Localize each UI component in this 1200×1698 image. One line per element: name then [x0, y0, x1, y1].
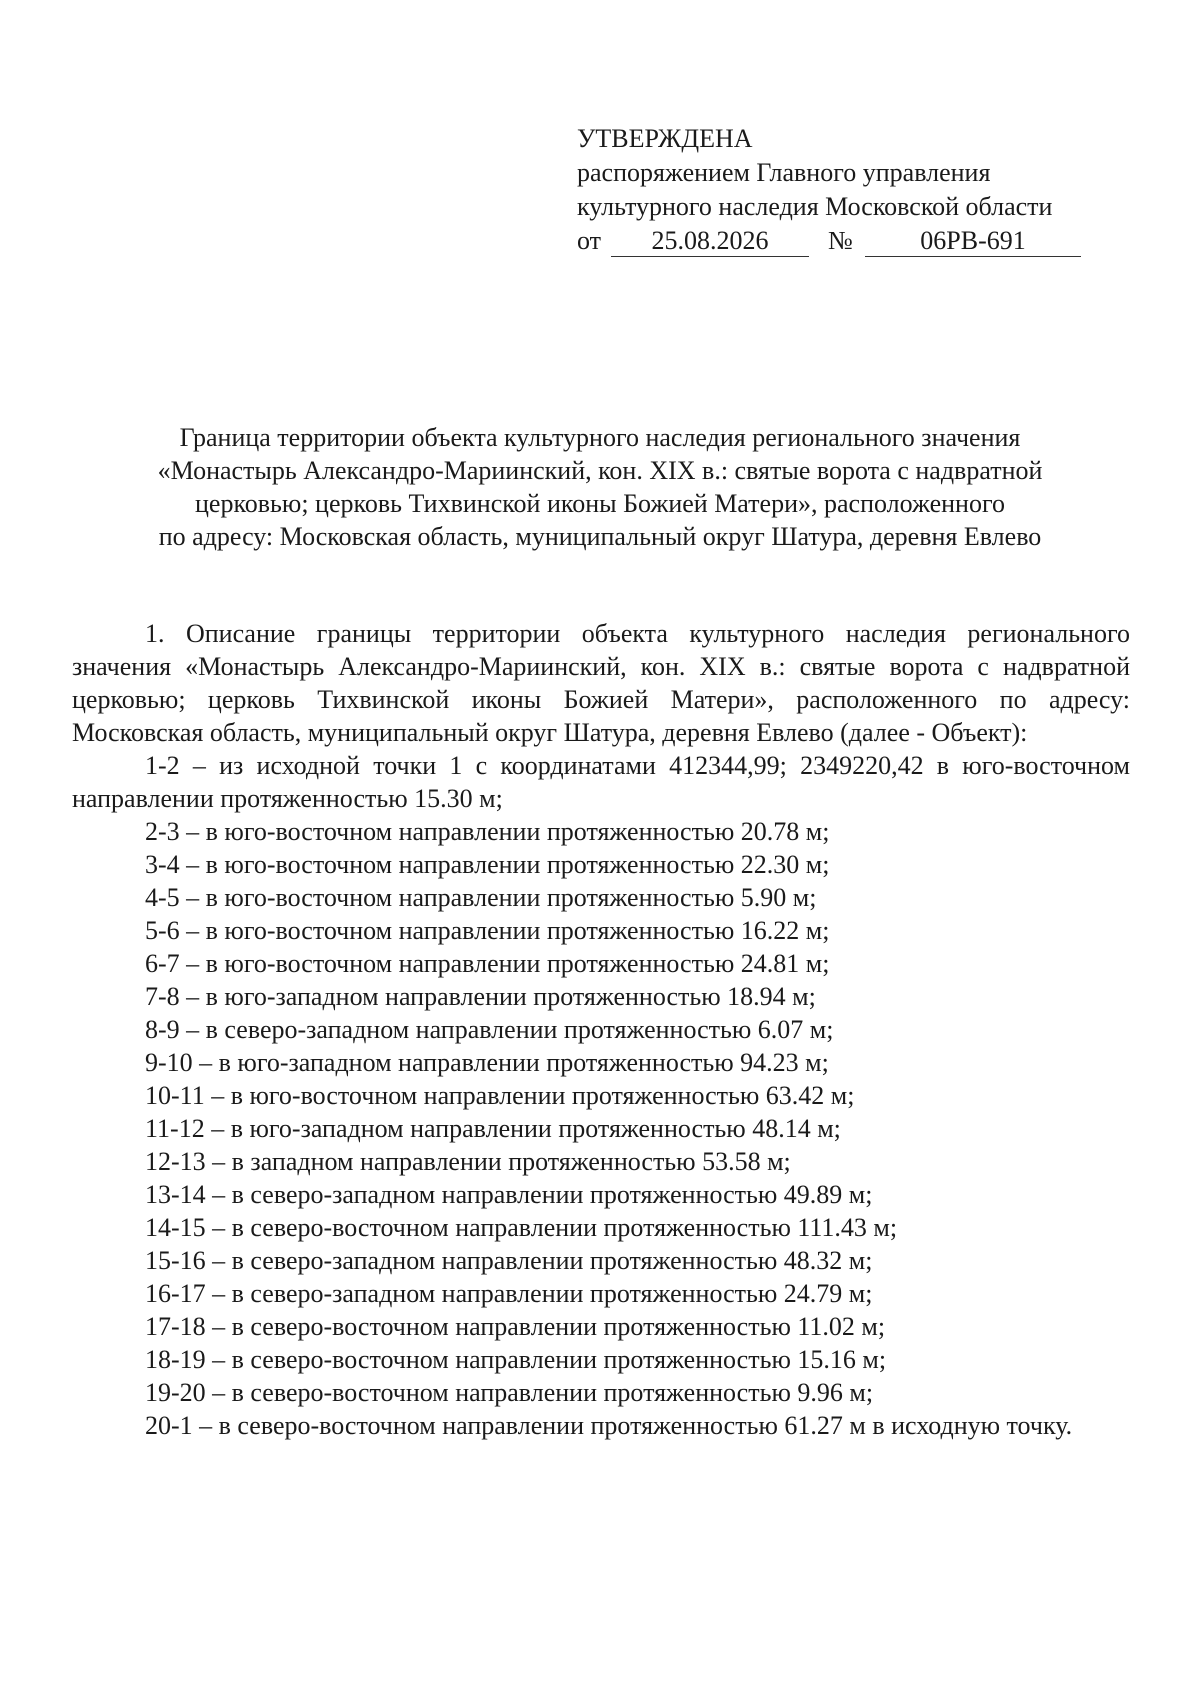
segment-13-14: 13-14 – в северо-западном направлении протяженностью 49.89 м; — [145, 1180, 873, 1209]
segment-17-18: 17-18 – в северо-восточном направлении протяженностью 11.02 м; — [145, 1312, 886, 1341]
segment-19-20: 19-20 – в северо-восточном направлении протяженностью 9.96 м; — [145, 1378, 874, 1407]
segment-9-10: 9-10 – в юго-западном направлении протяженностью 94.23 м; — [145, 1048, 829, 1077]
approval-reference — [577, 224, 1117, 262]
approval-authority-line2: культурного наследия Московской области — [577, 192, 1053, 221]
title-line-4: по адресу: Московская область, муниципальный округ Шатура, деревня Евлево — [158, 522, 1042, 551]
boundary-description — [72, 617, 1130, 1442]
title-line-3: церковью; церковь Тихвинской иконы Божией Матери», расположенного — [195, 489, 1005, 518]
segment-5-6: 5-6 – в юго-восточном направлении протяженностью 16.22 м; — [145, 916, 830, 945]
segment-14-15: 14-15 – в северо-восточном направлении протяженностью 111.43 м; — [145, 1213, 898, 1242]
number-label: № — [828, 226, 853, 255]
segment-6-7: 6-7 – в юго-восточном направлении протяженностью 24.81 м; — [145, 949, 830, 978]
segment-3-4: 3-4 – в юго-восточном направлении протяженностью 22.30 м; — [145, 850, 830, 879]
segment-2-3: 2-3 – в юго-восточном направлении протяженностью 20.78 м; — [145, 817, 830, 846]
segment-12-13: 12-13 – в западном направлении протяженностью 53.58 м; — [145, 1147, 791, 1176]
approval-header: УТВЕРЖДЕНА — [577, 124, 753, 153]
segment-18-19: 18-19 – в северо-восточном направлении протяженностью 15.16 м; — [145, 1345, 887, 1374]
segment-1-2: 1-2 – из исходной точки 1 с координатами 412344,99; 2349220,42 в юго-восточном направлении протяженностью 15.30 м; — [72, 751, 1130, 813]
segment-8-9: 8-9 – в северо-западном направлении протяженностью 6.07 м; — [145, 1015, 834, 1044]
approval-stamp — [577, 122, 1117, 262]
intro-paragraph: 1. Описание границы территории объекта культурного наследия регионального значения «Монастырь Александро-Мариинский, кон. XIX в.: святые ворота с надвратной церковью; церковь Тихвинской иконы Божией Матери», расположенного по адресу: Московская область, муниципальный округ Шатура, деревня Евлево (далее - Объект): — [72, 619, 1130, 747]
segment-15-16: 15-16 – в северо-западном направлении протяженностью 48.32 м; — [145, 1246, 873, 1275]
segment-7-8: 7-8 – в юго-западном направлении протяженностью 18.94 м; — [145, 982, 816, 1011]
segment-10-11: 10-11 – в юго-восточном направлении протяженностью 63.42 м; — [145, 1081, 855, 1110]
approval-authority-line1: распоряжением Главного управления — [577, 158, 991, 187]
segment-16-17: 16-17 – в северо-западном направлении протяженностью 24.79 м; — [145, 1279, 873, 1308]
date-label: от — [577, 226, 602, 255]
segment-4-5: 4-5 – в юго-восточном направлении протяженностью 5.90 м; — [145, 883, 817, 912]
approval-number: 06РВ-691 — [865, 224, 1081, 257]
title-line-2: «Монастырь Александро-Мариинский, кон. XIX в.: святые ворота с надвратной — [157, 456, 1043, 485]
approval-date: 25.08.2026 — [611, 224, 809, 257]
segment-11-12: 11-12 – в юго-западном направлении протяженностью 48.14 м; — [145, 1114, 841, 1143]
document-title — [100, 421, 1100, 553]
title-line-1: Граница территории объекта культурного наследия регионального значения — [179, 423, 1021, 452]
segment-20-1: 20-1 – в северо-восточном направлении протяженностью 61.27 м в исходную точку. — [145, 1411, 1073, 1440]
